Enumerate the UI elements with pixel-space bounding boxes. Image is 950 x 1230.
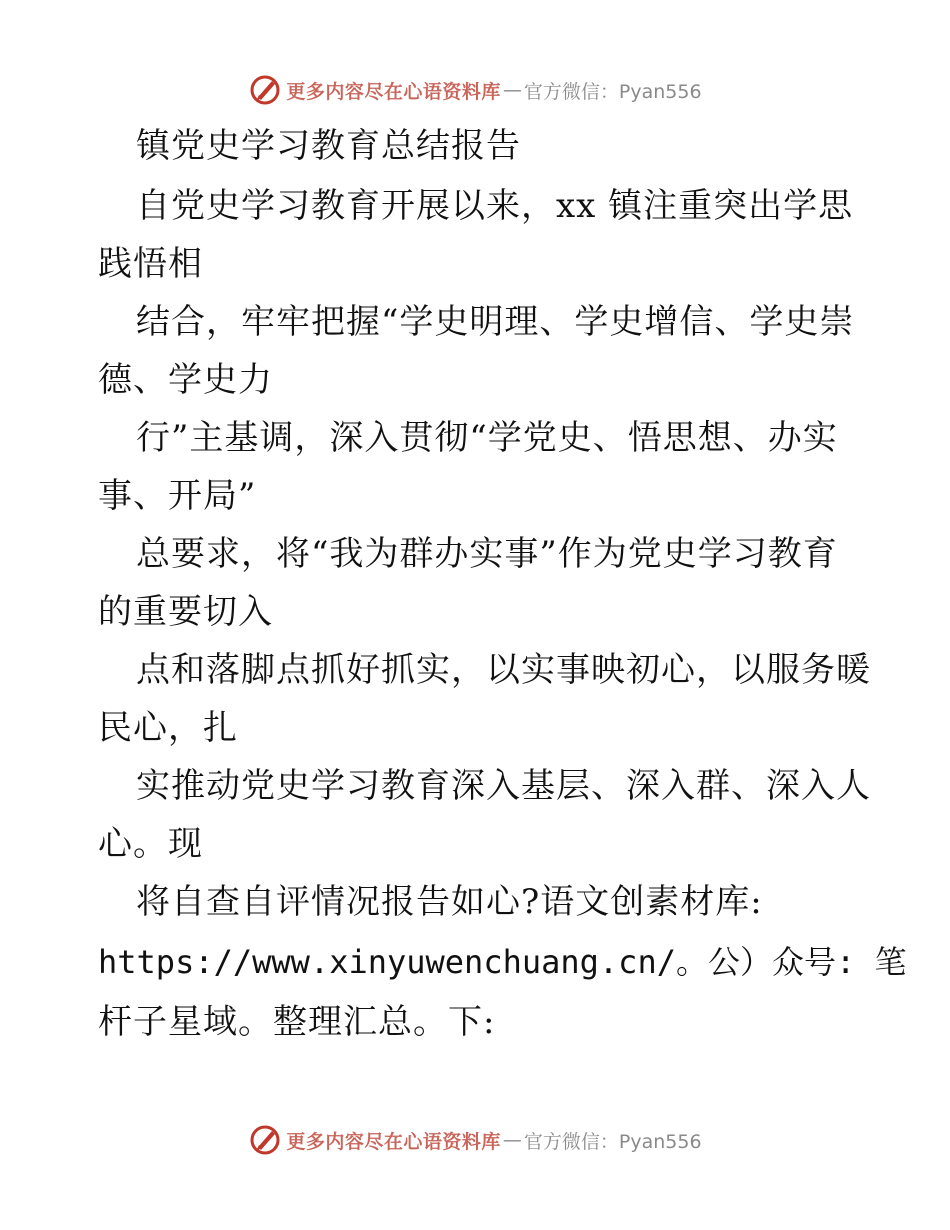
- logo-icon: [248, 73, 282, 107]
- paragraph-line: 将自查自评情况报告如心?语文创素材库:: [136, 882, 763, 922]
- paragraph-line: 民心，扎: [98, 708, 238, 748]
- banner-contact: 官方微信：Pyan556: [523, 80, 702, 103]
- header-banner: [0, 70, 950, 110]
- logo-icon: [248, 1123, 282, 1157]
- paragraph-line: 总要求，将“我为群办实事”作为党史学习教育: [136, 534, 838, 574]
- paragraph-line: 点和落脚点抓好抓实，以实事映初心，以服务暖: [136, 650, 871, 690]
- paragraph-line-url: https://www.xinyuwenchuang.cn/。公）众号: 笔: [98, 943, 907, 981]
- banner-title: 更多内容尽在心语资料库: [286, 1130, 501, 1153]
- banner-contact: 官方微信：Pyan556: [523, 1130, 702, 1153]
- footer-banner: [0, 1120, 950, 1160]
- paragraph-line: 心。现: [98, 824, 203, 864]
- paragraph-line: 结合，牢牢把握“学史明理、学史增信、学史崇: [136, 302, 855, 342]
- paragraph-line: 践悟相: [98, 244, 203, 284]
- banner-dash: —: [502, 1129, 522, 1151]
- paragraph-line: 德、学史力: [98, 360, 273, 400]
- paragraph-line: 自党史学习教育开展以来，xx 镇注重突出学思: [136, 186, 854, 226]
- paragraph-line: 的重要切入: [98, 592, 273, 632]
- doc-title: 镇党史学习教育总结报告: [136, 126, 521, 166]
- banner-dash: —: [502, 79, 522, 101]
- banner-title: 更多内容尽在心语资料库: [286, 80, 501, 103]
- paragraph-line: 杆子星域。整理汇总。下:: [98, 1002, 496, 1042]
- paragraph-line: 实推动党史学习教育深入基层、深入群、深入人: [136, 766, 871, 806]
- paragraph-line: 事、开局”: [98, 476, 257, 516]
- paragraph-line: 行”主基调，深入贯彻“学党史、悟思想、办实: [136, 418, 838, 458]
